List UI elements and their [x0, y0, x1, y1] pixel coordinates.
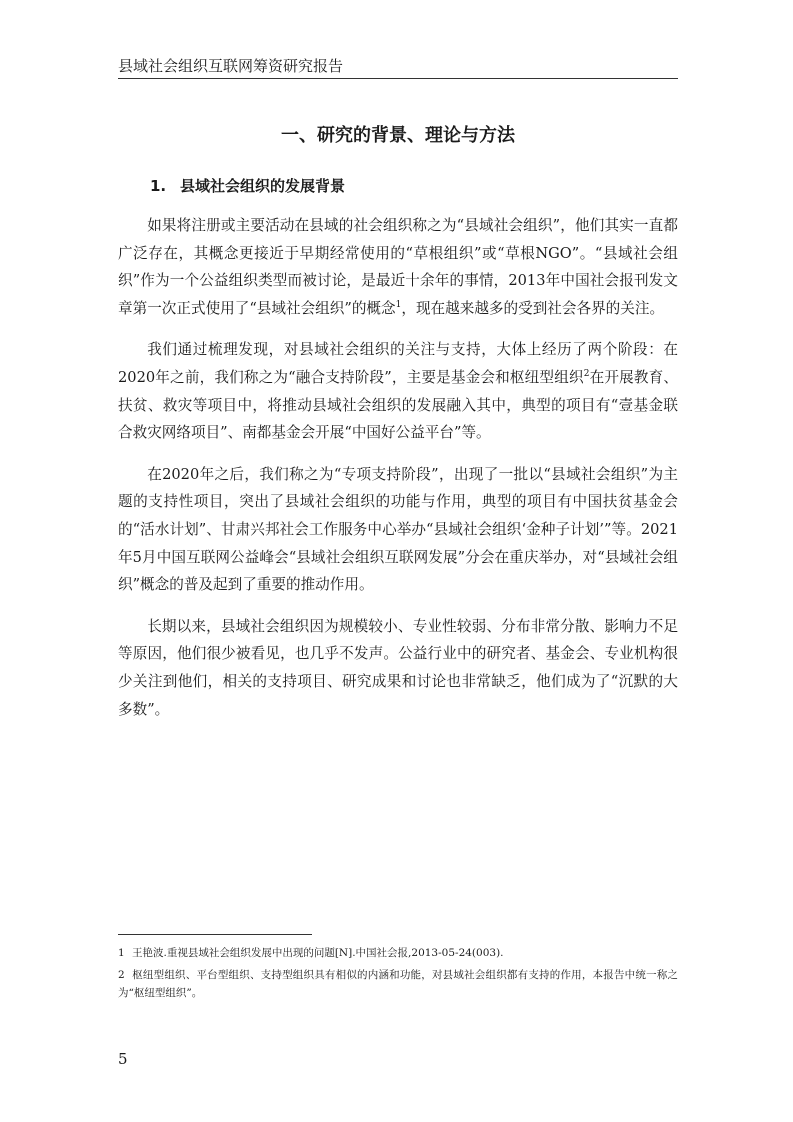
body-text	[118, 212, 678, 737]
running-header: 县域社会组织互联网筹资研究报告	[118, 57, 344, 75]
paragraph-4: 长期以来，县域社会组织因为规模较小、专业性较弱、分布非常分散、影响力不足等原因，他们很少被看见，也几乎不发声。公益行业中的研究者、基金会、专业机构很少关注到他们，相关的支持项目、研究成果和讨论也非常缺乏，他们成为了“沉默的大多数”。	[118, 617, 678, 718]
footnote-text: 枢纽型组织、平台型组织、支持型组织具有相似的内涵和功能，对县域社会组织都有支持的作用，本报告中统一称之为“枢纽型组织”。	[118, 969, 678, 999]
paragraph-text: ，现在越来越多的受到社会各界的关注。	[401, 299, 665, 317]
footnote-number: 2	[118, 969, 125, 981]
footnotes	[118, 944, 678, 1006]
footnote-2	[118, 966, 678, 1002]
paragraph-2	[118, 336, 678, 446]
paragraph-text: 我们通过梳理发现，对县域社会组织的关注与支持，大体上经历了两个阶段：在2020年之前，我们称之为“融合支持阶段”，主要是基金会和枢纽型组织	[118, 341, 678, 386]
paragraph-text: 在开展教育、扶贫、救灾等项目中，将推动县域社会组织的发展融入其中，典型的项目有“壹基金联合救灾网络项目”、南都基金会开展“中国好公益平台”等。	[118, 368, 678, 442]
section-title: 县域社会组织的发展背景	[180, 177, 346, 195]
footnote-text: 王艳波.重视县域社会组织发展中出现的问题[N].中国社会报,2013-05-24(003).	[132, 947, 504, 959]
paragraph-3: 在2020年之后，我们称之为“专项支持阶段”，出现了一批以“县域社会组织”为主题的支持性项目，突出了县域社会组织的功能与作用，典型的项目有中国扶贫基金会的“活水计划”、甘肃兴邦社会工作服务中心举办“县域社会组织‘金种子计划’”等。2021年5月中国互联网公益峰会“县域社会组织互联网发展”分会在重庆举办，对“县域社会组织”概念的普及起到了重要的推动作用。	[118, 465, 678, 594]
footnote-divider	[118, 934, 312, 935]
chapter-title: 一、研究的背景、理论与方法	[281, 125, 515, 146]
section-number: 1.	[150, 177, 167, 195]
page-number: 5	[118, 1050, 128, 1068]
paragraph-1	[118, 212, 678, 322]
footnote-1	[118, 944, 678, 962]
paragraph-text: 如果将注册或主要活动在县域的社会组织称之为“县域社会组织”，他们其实一直都广泛存在，其概念更接近于早期经常使用的“草根组织”或“草根NGO”。“县域社会组织”作为一个公益组织类型而被讨论，是最近十余年的事情，2013年中国社会报刊发文章第一次正式使用了“县域社会组织”的概念	[118, 217, 678, 317]
header-divider	[118, 78, 678, 79]
footnote-ref-2[interactable]: 2	[583, 369, 590, 380]
footnote-number: 1	[118, 947, 125, 959]
footnote-ref-1[interactable]: 1	[395, 299, 402, 310]
section-heading	[150, 175, 670, 197]
